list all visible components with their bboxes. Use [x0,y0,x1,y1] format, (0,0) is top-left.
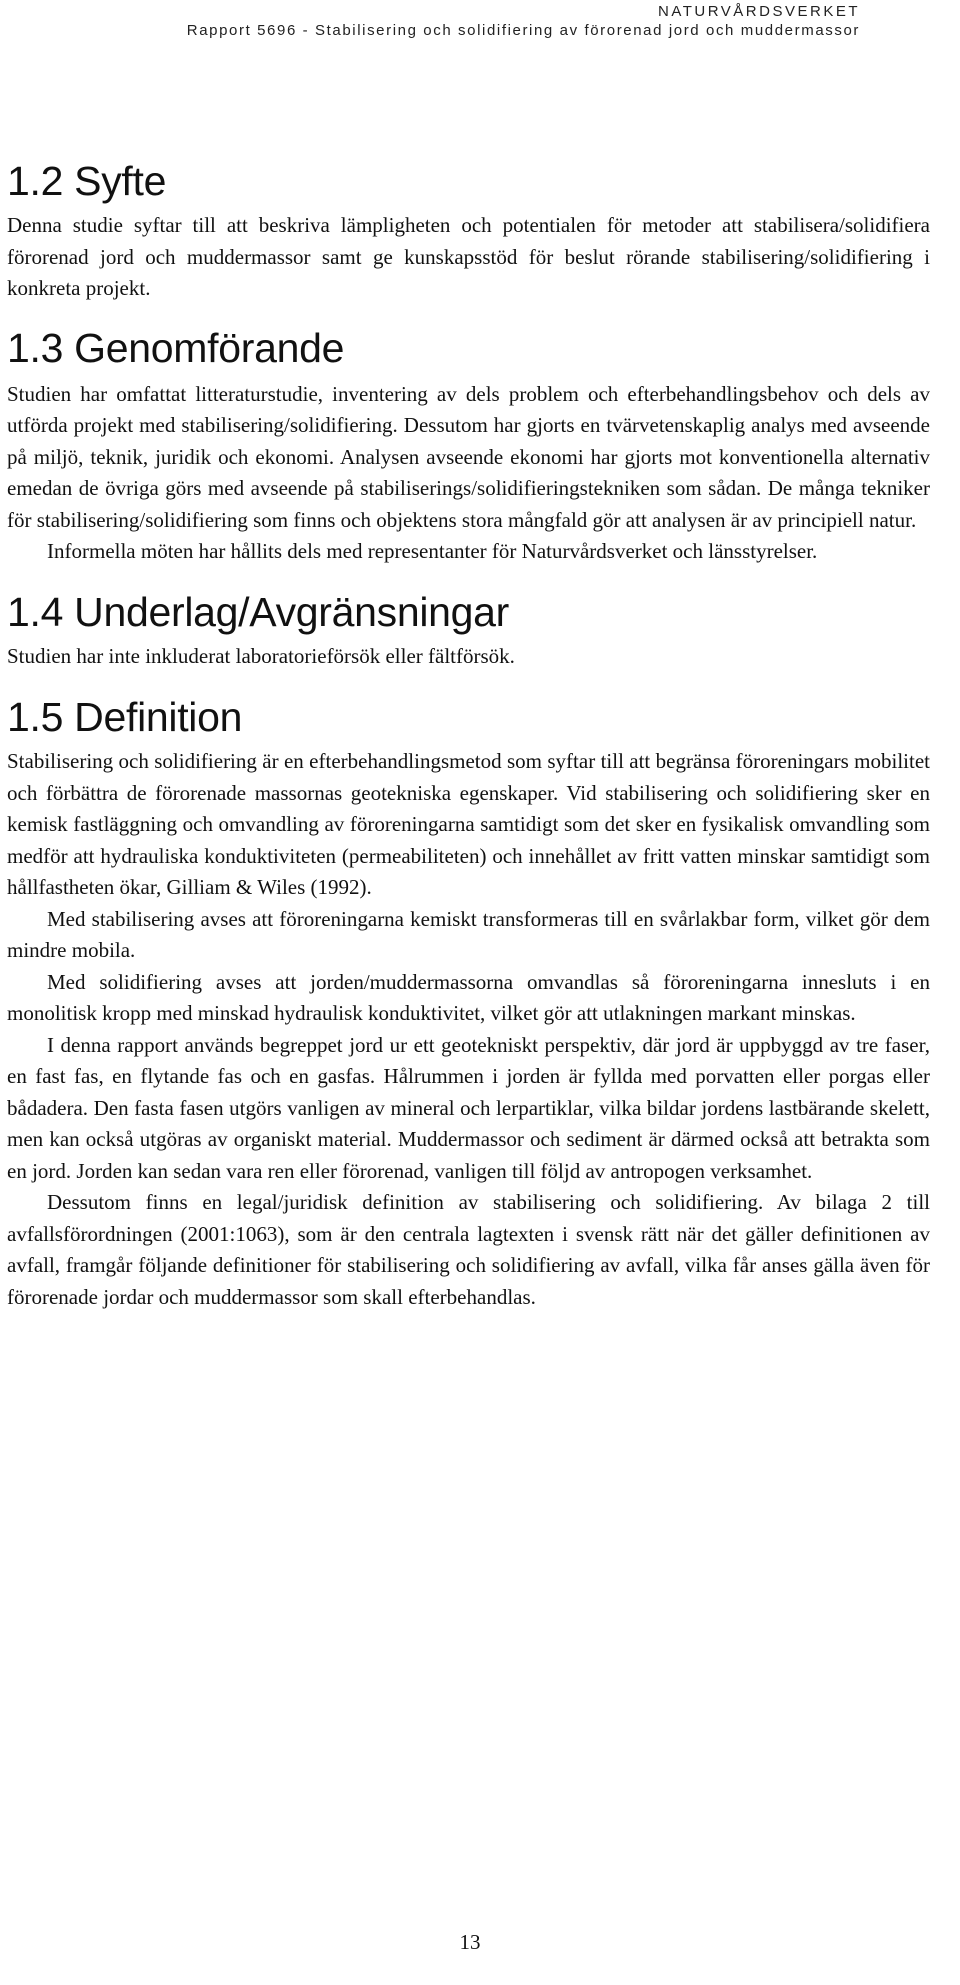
running-header-report-title: Rapport 5696 - Stabilisering och solidifiering av förorenad jord och muddermassor [186,22,860,39]
body-paragraph: Studien har omfattat litteraturstudie, inventering av dels problem och efterbehandlingsbehov och dels av utförda projekt med stabilisering/solidifiering. Dessutom har gjorts en tvärvetenskaplig analys med avseende på miljö, teknik, juridik och ekonomi. Analysen avseende ekonomi har gjorts mot konventionella alternativ emedan de övriga görs med avseende på stabiliserings/solidifieringstekniken som sådan. De många tekniker för stabilisering/solidifiering som finns och objektens stora mångfald gör att analysen är av principiell natur. [7,381,930,532]
body-paragraph: Stabilisering och solidifiering är en efterbehandlingsmetod som syftar till att begränsa föroreningars mobilitet och förbättra de förorenade massornas geotekniska egenskaper. Vid stabilisering och solidifiering sker en kemisk fastläggning och omvandling av föroreningarna samtidigt som det sker en fysikalisk omvandling som medför att hydrauliska konduktiviteten (permeabiliteten) och innehållet av fritt vatten minskar samtidigt som hållfastheten ökar, Gilliam & Wiles (1992). [7,749,930,899]
section-heading: 1.4 Underlag/Avgränsningar [7,588,509,635]
body-paragraph: Informella möten har hållits dels med representanter för Naturvårdsverket och länsstyrelser. [47,539,818,563]
body-paragraph: Med stabilisering avses att föroreningarna kemiskt transformeras till en svårlakbar form, vilket gör dem mindre mobila. [7,906,930,962]
body-paragraph: Studien har inte inkluderat laboratorieförsök eller fältförsök. [7,643,515,668]
section-syfte [7,158,930,305]
page-number: 13 [459,1930,481,1954]
section-heading: 1.2 Syfte [7,158,167,204]
section-underlag-avgransningar [7,589,930,673]
body-paragraph: Dessutom finns en legal/juridisk definition av stabilisering och solidifiering. Av bilaga 2 till avfallsförordningen (2001:1063), som är den centrala lagtexten i svensk rätt när det gäller definitionen av avfall, framgår följande definitioner för stabilisering och solidifiering av avfall, vilka får anses gälla även för förorenade jordar och muddermassor som skall efterbehandlas. [7,1190,930,1309]
body-paragraph: Med solidifiering avses att jorden/muddermassorna omvandlas så förоreningarna innesluts i en monolitisk kropp med minskad hydraulisk konduktivitet, vilket gör att utlakningen markant minskas. [7,969,930,1025]
running-header [187,2,860,40]
running-header-organization: NATURVÅRDSVERKET [658,3,860,20]
document-body [7,158,930,1313]
section-genomforande [7,325,930,568]
section-definition [7,694,930,1313]
body-paragraph: Denna studie syftar till att beskriva lämpligheten och potentialen för metoder att stabilisera/solidifiera förorenad jord och muddermassor samt ge kunskapsstöd för beslut rörande stabilisering/solidifiering i konkreta projekt. [7,213,930,300]
section-heading: 1.5 Definition [7,694,243,740]
body-paragraph: I denna rapport används begreppet jord ur ett geotekniskt perspektiv, där jord är uppbyggd av tre faser, en fast fas, en flytande fas och en gasfas. Hålrummen i jorden är fyllda med porvatten eller porgas eller bådadera. Den fasta fasen utgörs vanligen av mineral och lerpartiklar, vilka bildar jordens lastbärande skelett, men kan också utgöras av organiskt material. Muddermassor och sediment är därmed också att betrakta som en jord. Jorden kan sedan vara ren eller förorenad, vanligen till följd av antropogen verksamhet. [7,1032,930,1183]
section-heading: 1.3 Genomförande [7,324,345,371]
